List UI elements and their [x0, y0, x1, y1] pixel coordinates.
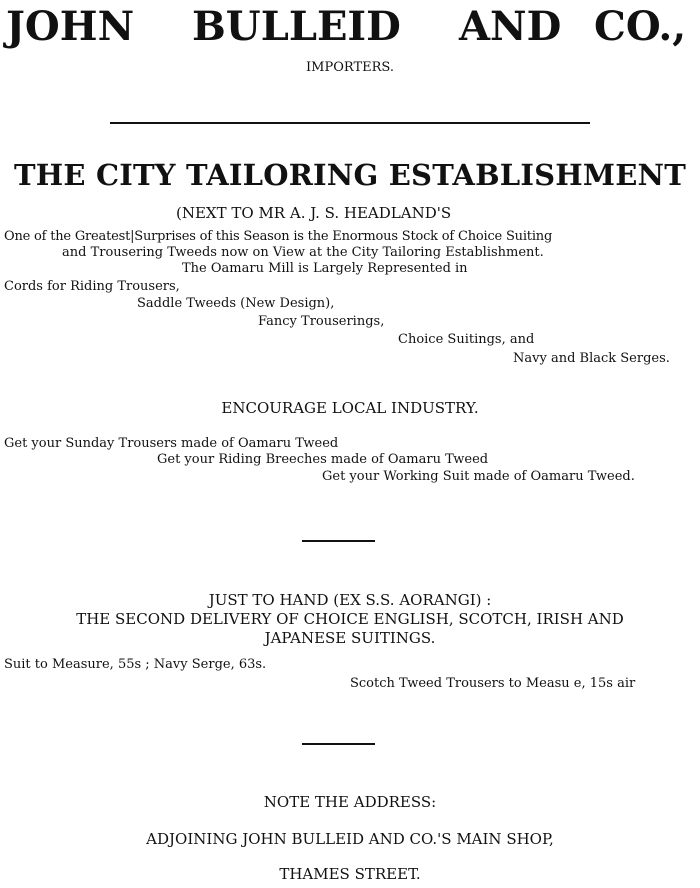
stock-item: Navy and Black Serges.	[513, 351, 670, 366]
intro-line-3: The Oamaru Mill is Largely Represented in	[182, 261, 468, 276]
divider-bottom	[302, 743, 375, 745]
intro-line-2: and Trousering Tweeds now on View at the City Tailoring Establishment.	[62, 245, 544, 260]
establishment-location: (NEXT TO MR A. J. S. HEADLAND'S	[176, 204, 452, 222]
delivery-line-1: JUST TO HAND (EX S.S. AORANGI) :	[208, 591, 492, 609]
stock-item: Fancy Trouserings,	[258, 314, 385, 329]
firm-name-word-1: JOHN	[6, 3, 135, 50]
divider-middle	[302, 540, 375, 542]
firm-name-word-4: CO.,	[594, 3, 687, 50]
encourage-heading: ENCOURAGE LOCAL INDUSTRY.	[221, 399, 479, 417]
intro-line-1: One of the Greatest|Surprises of this Season is the Enormous Stock of Choice Suiting	[4, 229, 553, 244]
stock-item: Choice Suitings, and	[398, 332, 535, 347]
delivery-line-3: JAPANESE SUITINGS.	[264, 629, 436, 647]
price-right: Scotch Tweed Trousers to Measu e, 15s air	[350, 676, 636, 691]
address-line-1: ADJOINING JOHN BULLEID AND CO.'S MAIN SHOP,	[146, 830, 554, 848]
divider-top	[110, 122, 590, 124]
stock-item: Saddle Tweeds (New Design),	[137, 296, 335, 311]
firm-name-word-2: BULLEID	[192, 3, 401, 50]
stock-item: Cords for Riding Trousers,	[4, 279, 180, 294]
firm-subtitle: IMPORTERS.	[306, 60, 394, 75]
delivery-line-2: THE SECOND DELIVERY OF CHOICE ENGLISH, SCOTCH, IRISH AND	[76, 610, 624, 628]
price-left: Suit to Measure, 55s ; Navy Serge, 63s.	[4, 657, 267, 672]
firm-name-word-3: AND	[459, 3, 562, 50]
encourage-line: Get your Working Suit made of Oamaru Tweed.	[322, 469, 635, 484]
encourage-line: Get your Riding Breeches made of Oamaru Tweed	[157, 452, 489, 467]
address-line-2: THAMES STREET.	[279, 865, 421, 883]
address-heading: NOTE THE ADDRESS:	[263, 793, 437, 811]
establishment-title: THE CITY TAILORING ESTABLISHMENT	[14, 158, 686, 192]
encourage-line: Get your Sunday Trousers made of Oamaru Tweed	[4, 436, 339, 451]
